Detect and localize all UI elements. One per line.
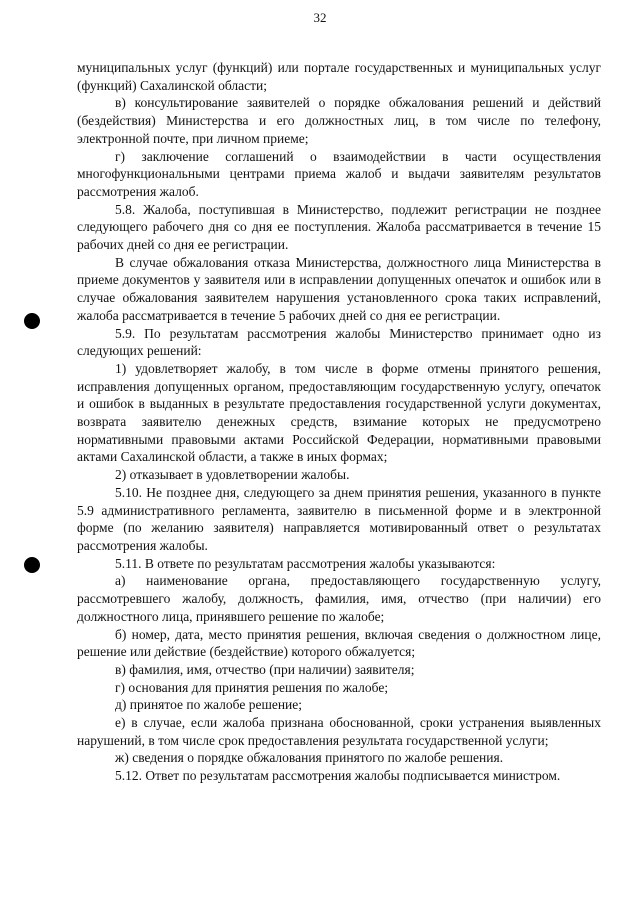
paragraph: е) в случае, если жалоба признана обоснованной, сроки устранения выявленных нарушений, в том числе срок предоставления результата государственной услуги; [77,715,601,748]
paragraph: ж) сведения о порядке обжалования принятого по жалобе решения. [115,750,504,766]
page-number: 32 [313,10,327,25]
paragraph: 5.10. Не позднее дня, следующего за днем принятия решения, указанного в пункте 5.9 административного регламента, заявителю в письменной форме и в электронной форме (по желанию заявителя) направляется мотивированный ответ о результатах рассмотрения жалобы. [77,484,601,553]
paragraph: 5.11. В ответе по результатам рассмотрения жалобы указываются: [115,555,496,571]
paragraph: 5.9. По результатам рассмотрения жалобы Министерство принимает одно из следующих решений: [77,325,601,359]
paragraph: а) наименование органа, предоставляющего государственную услугу, рассмотревшего жалобу, должность, фамилия, имя, отчество (при наличии) его должностного лица, принявшего решение по жалобе; [77,573,601,624]
paragraph: 2) отказывает в удовлетворении жалобы. [115,467,350,483]
paragraph: 1) удовлетворяет жалобу, в том числе в форме отмены принятого решения, исправления допущенных органом, предоставляющим государственную услугу, опечаток и ошибок в выданных в результате предоставления государственной услуги документах, возврата заявителю денежных средств, взимание которых не предусмотрено нормативными правовыми актами Российской Федерации, нормативными правовыми актами Сахалинской области, а также в иных формах; [77,360,601,465]
paragraph: г) заключение соглашений о взаимодействии в части осуществления многофункциональными центрами приема жалоб и выдачи заявителям результатов рассмотрения жалоб. [77,148,601,199]
paragraph: 5.8. Жалоба, поступившая в Министерство, подлежит регистрации не позднее следующего рабочего дня со дня ее поступления. Жалоба рассматривается в течение 15 рабочих дней со дня ее регистрации. [77,201,601,253]
paragraph: г) основания для принятия решения по жалобе; [115,679,389,695]
punch-hole-mark [24,313,40,329]
document-body [77,59,601,785]
paragraph: б) номер, дата, место принятия решения, включая сведения о должностном лице, решение или действие (бездействие) которого обжалуется; [77,626,601,660]
paragraph: В случае обжалования отказа Министерства, должностного лица Министерства в приеме документов у заявителя или в исправлении допущенных опечаток и ошибок или в случае обжалования заявителем нарушения установленного срока таких исправлений, жалоба рассматривается в течение 5 рабочих дней со дня ее регистрации. [77,254,601,323]
paragraph: д) принятое по жалобе решение; [115,697,303,713]
punch-hole-mark [24,557,40,573]
paragraph: в) консультирование заявителей о порядке обжалования решений и действий (бездействия) Министерства и его должностных лиц, в том числе по телефону, электронной почте, при личном приеме; [77,95,601,146]
paragraph: муниципальных услуг (функций) или портале государственных и муниципальных услуг (функций) Сахалинской области; [77,60,601,93]
paragraph: в) фамилия, имя, отчество (при наличии) заявителя; [115,661,415,677]
paragraph: 5.12. Ответ по результатам рассмотрения жалобы подписывается министром. [115,768,561,784]
